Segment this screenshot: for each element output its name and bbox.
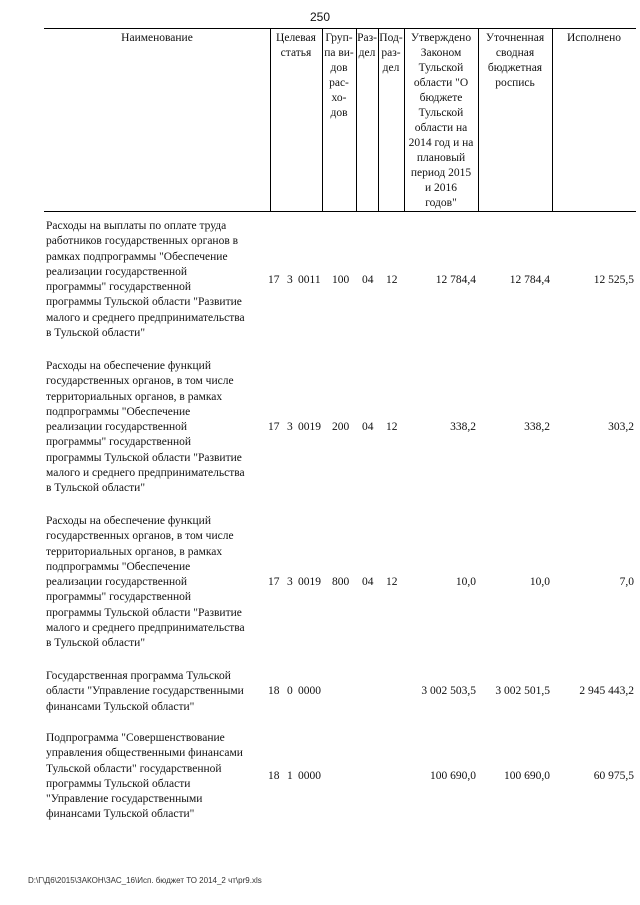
header-line: Груп- (325, 32, 353, 44)
header-section (356, 29, 378, 211)
approved-value: 100 690,0 (430, 770, 476, 782)
approved-value: 3 002 503,5 (421, 685, 476, 697)
header-line: сводная (495, 47, 535, 59)
section: 04 (362, 576, 374, 588)
target-article-part: 3 (287, 274, 293, 286)
row-name-line: области "Управление государственными (46, 685, 244, 698)
target-article-part: 17 (268, 274, 280, 286)
header-name (44, 29, 270, 211)
executed-value: 303,2 (608, 421, 634, 433)
section: 04 (362, 421, 374, 433)
target-article-part: 17 (268, 421, 280, 433)
header-line: области на (414, 122, 468, 134)
row-name-line: программы" государственной (46, 436, 192, 449)
target-article-part: 0019 (298, 421, 321, 433)
header-approved (404, 29, 478, 211)
header-line: бюджетная (487, 62, 543, 74)
table-header (44, 28, 636, 212)
header-line: па ви- (324, 47, 354, 59)
row-name-line: Расходы на обеспечение функций (46, 515, 211, 527)
row-name-line: программы" государственной (46, 281, 192, 294)
target-article-part: 18 (268, 685, 280, 697)
row-name-line: малого и среднего предпринимательства (46, 622, 245, 635)
refined-value: 338,2 (524, 421, 550, 433)
row-name-line: государственных органов, в том числе (46, 530, 234, 543)
row-name-line: в Тульской области" (46, 482, 146, 495)
approved-value: 10,0 (455, 576, 476, 588)
target-article-part: 0011 (298, 274, 321, 286)
expense-group: 200 (332, 421, 350, 433)
approved-value: 338,2 (450, 421, 476, 433)
header-line: Раз- (357, 32, 377, 44)
expense-group: 800 (332, 576, 350, 588)
row-name-line: территориальных органов, в рамках (46, 545, 223, 558)
row-name-line: реализации государственной (46, 421, 188, 434)
footer-file-path: D:\Г\Д6\2015\ЗАКОН\ЗАС_16\Исп. бюджет ТО 2014_2 чт\pr9.xls (28, 876, 262, 885)
header-line: период 2015 (410, 167, 472, 179)
header-line: статья (280, 47, 312, 59)
row-name-line: Подпрограмма "Совершенствование (46, 732, 225, 744)
row-name (46, 514, 268, 652)
header-line: роспись (495, 77, 535, 89)
row-name (46, 219, 268, 341)
header-line: дел (358, 47, 376, 59)
header-line: области "О (413, 77, 469, 89)
approved-value: 12 784,4 (435, 274, 476, 286)
row-name-line: малого и среднего предпринимательства (46, 467, 245, 480)
row-name-line: программы Тульской области (46, 777, 191, 790)
header-line: плановый (416, 152, 466, 164)
row-name-line: Государственная программа Тульской (46, 670, 231, 682)
row-name-line: управления общественными финансами (46, 747, 243, 760)
header-line: Тульской (418, 107, 464, 119)
row-name-line: Расходы на обеспечение функций (46, 360, 211, 372)
header-group (322, 29, 356, 211)
row-name-line: Расходы на выплаты по оплате труда (46, 220, 227, 232)
target-article-part: 0 (287, 685, 293, 697)
row-name-line: малого и среднего предпринимательства (46, 311, 245, 324)
row-name-line: территориальных органов, в рамках (46, 390, 223, 403)
row-name-line: финансами Тульской области" (46, 700, 195, 713)
row-name-line: программы Тульской области "Развитие (46, 606, 242, 619)
row-name-line: подпрограммы "Обеспечение (46, 405, 191, 418)
header-subsection (378, 29, 404, 211)
header-line: хо- (331, 92, 347, 104)
header-line: и 2016 (424, 182, 458, 194)
header-executed (552, 29, 636, 211)
header-line: Уточненная (485, 32, 545, 44)
row-name-line: Тульской области" государственной (46, 762, 222, 775)
header-name-label: Наименование (121, 32, 193, 44)
refined-value: 12 784,4 (509, 274, 550, 286)
header-line: дов (330, 107, 348, 119)
header-line: Целевая (276, 32, 316, 44)
header-line: Законом (420, 47, 462, 59)
row-name-line: работников государственных органов в (46, 235, 239, 248)
header-line: дов (330, 62, 348, 74)
page-number: 250 (309, 10, 331, 24)
row-name (46, 731, 268, 823)
row-name-line: рамках подпрограммы "Обеспечение (46, 250, 228, 263)
header-line: 2014 год и на (408, 137, 474, 149)
executed-value: 2 945 443,2 (579, 685, 634, 697)
target-article-part: 0019 (298, 576, 321, 588)
row-name (46, 669, 268, 715)
header-line: раз- (381, 47, 401, 59)
target-article-part: 0000 (298, 685, 321, 697)
row-name-line: программы" государственной (46, 591, 192, 604)
section: 04 (362, 274, 374, 286)
header-line: Исполнено (566, 32, 622, 44)
header-refined (478, 29, 552, 211)
refined-value: 100 690,0 (504, 770, 550, 782)
header-article (270, 29, 322, 211)
target-article-part: 3 (287, 421, 293, 433)
refined-value: 3 002 501,5 (495, 685, 550, 697)
refined-value: 10,0 (529, 576, 550, 588)
row-name (46, 359, 268, 497)
executed-value: 60 975,5 (593, 770, 634, 782)
header-line: дел (382, 62, 400, 74)
header-line: Под- (379, 32, 403, 44)
subsection: 12 (386, 274, 398, 286)
header-line: Тульской (418, 62, 464, 74)
header-line: годов" (425, 197, 457, 209)
row-name-line: в Тульской области" (46, 637, 146, 650)
header-line: бюджете (419, 92, 463, 104)
target-article-part: 17 (268, 576, 280, 588)
row-name-line: финансами Тульской области" (46, 808, 195, 821)
row-name-line: в Тульской области" (46, 327, 146, 340)
row-name-line: реализации государственной (46, 265, 188, 278)
target-article-part: 0000 (298, 770, 321, 782)
target-article-part: 18 (268, 770, 280, 782)
target-article-part: 1 (287, 770, 293, 782)
executed-value: 12 525,5 (593, 274, 634, 286)
target-article-part: 3 (287, 576, 293, 588)
executed-value: 7,0 (619, 576, 634, 588)
subsection: 12 (386, 421, 398, 433)
row-name-line: подпрограммы "Обеспечение (46, 560, 191, 573)
subsection: 12 (386, 576, 398, 588)
row-name-line: программы Тульской области "Развитие (46, 451, 242, 464)
header-line: рас- (329, 77, 349, 89)
row-name-line: реализации государственной (46, 576, 188, 589)
row-name-line: государственных органов, в том числе (46, 375, 234, 388)
row-name-line: "Управление государственными (46, 793, 203, 806)
row-name-line: программы Тульской области "Развитие (46, 296, 242, 309)
expense-group: 100 (332, 274, 350, 286)
header-line: Утверждено (410, 32, 472, 44)
